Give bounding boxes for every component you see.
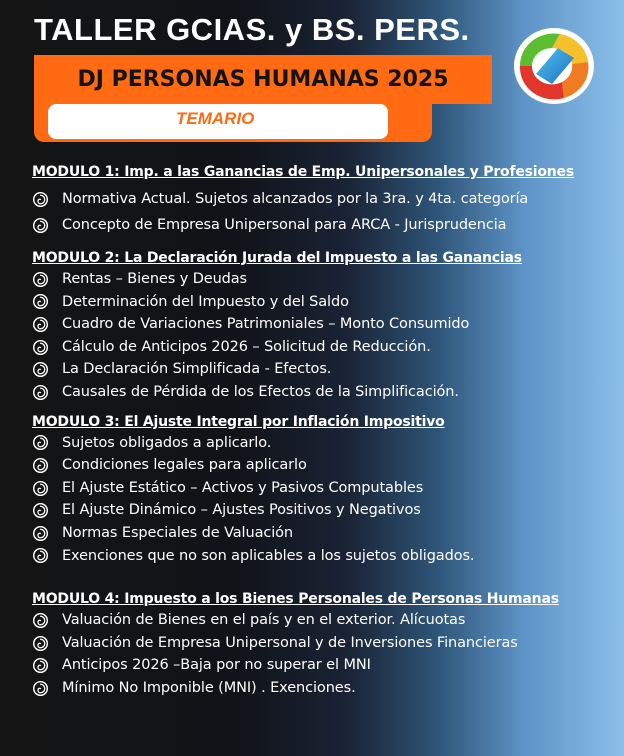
temario-label: TEMARIO — [176, 109, 255, 128]
spiral-bullet-icon — [32, 361, 49, 378]
spiral-bullet-icon — [32, 384, 49, 401]
orange-banner — [34, 55, 492, 104]
module-1 — [32, 162, 612, 238]
module-2-items — [32, 268, 612, 404]
list-item — [32, 499, 612, 522]
module-4 — [32, 589, 612, 699]
list-item-text: Normativa Actual. Sujetos alcanzados por la 3ra. y 4ta. categoría — [62, 191, 529, 207]
spiral-bullet-icon — [32, 217, 49, 234]
module-1-items — [32, 186, 612, 238]
list-item — [32, 477, 612, 500]
list-item — [32, 313, 612, 336]
list-item-text: El Ajuste Dinámico – Ajustes Positivos y Negativos — [62, 502, 421, 519]
list-item — [32, 454, 612, 477]
list-item-text: Exenciones que no son aplicables a los sujetos obligados. — [62, 547, 475, 564]
list-item — [32, 268, 612, 291]
list-item — [32, 381, 612, 404]
module-2-title: MODULO 2: La Declaración Jurada del Impuesto a las Ganancias — [32, 250, 522, 266]
spiral-bullet-icon — [32, 191, 49, 208]
spiral-bullet-icon — [32, 502, 49, 519]
temario-content — [32, 162, 612, 700]
list-item-text: La Declaración Simplificada - Efectos. — [62, 361, 332, 378]
list-item — [32, 632, 612, 655]
list-item — [32, 336, 612, 359]
module-2 — [32, 248, 612, 404]
module-4-items — [32, 609, 612, 699]
list-item-text: El Ajuste Estático – Activos y Pasivos Computables — [62, 479, 424, 496]
module-3-items — [32, 432, 612, 568]
list-item — [32, 654, 612, 677]
spiral-bullet-icon — [32, 316, 49, 333]
module-3 — [32, 412, 612, 568]
module-3-title: MODULO 3: El Ajuste Integral por Inflación Impositivo — [32, 413, 445, 430]
spiral-bullet-icon — [32, 457, 49, 474]
spiral-bullet-icon — [32, 635, 49, 652]
list-item — [32, 677, 612, 700]
list-item — [32, 358, 612, 381]
list-item — [32, 186, 612, 212]
list-item — [32, 432, 612, 455]
list-item-text: Normas Especiales de Valuación — [62, 524, 294, 541]
list-item-text: Mínimo No Imponible (MNI) . Exenciones. — [62, 679, 356, 696]
list-item-text: Sujetos obligados a aplicarlo. — [62, 434, 272, 451]
module-1-title: MODULO 1: Imp. a las Ganancias de Emp. Unipersonales y Profesiones — [32, 164, 574, 180]
list-item-text: Cuadro de Variaciones Patrimoniales – Monto Consumido — [62, 316, 470, 333]
list-item-text: Concepto de Empresa Unipersonal para ARCA - Jurisprudencia — [62, 217, 507, 233]
list-item-text: Cálculo de Anticipos 2026 – Solicitud de Reducción. — [62, 338, 431, 355]
spiral-bullet-icon — [32, 547, 49, 564]
spiral-bullet-icon — [32, 480, 49, 497]
list-item-text: Anticipos 2026 –Baja por no superar el MNI — [62, 657, 371, 674]
list-item-text: Causales de Pérdida de los Efectos de la Simplificación. — [62, 383, 459, 400]
list-item — [32, 609, 612, 632]
list-item — [32, 522, 612, 545]
spiral-bullet-icon — [32, 612, 49, 629]
list-item — [32, 212, 612, 238]
list-item-text: Determinación del Impuesto y del Saldo — [62, 293, 349, 310]
spiral-bullet-icon — [32, 434, 49, 451]
spiral-bullet-icon — [32, 293, 49, 310]
spiral-bullet-icon — [32, 525, 49, 542]
circular-logo-icon — [512, 26, 596, 106]
list-item — [32, 545, 612, 568]
list-item-text: Valuación de Bienes en el país y en el exterior. Alícuotas — [62, 612, 466, 629]
list-item-text: Valuación de Empresa Unipersonal y de Inversiones Financieras — [62, 634, 518, 651]
list-item-text: Condiciones legales para aplicarlo — [62, 457, 307, 474]
spiral-bullet-icon — [32, 657, 49, 674]
list-item-text: Rentas – Bienes y Deudas — [62, 271, 248, 287]
list-item — [32, 291, 612, 314]
spiral-bullet-icon — [32, 339, 49, 356]
main-title: TALLER GCIAS. y BS. PERS. — [34, 12, 470, 47]
banner-title: DJ PERSONAS HUMANAS 2025 — [77, 67, 449, 92]
module-4-title: MODULO 4: Impuesto a los Bienes Personales de Personas Humanas — [32, 591, 559, 608]
spiral-bullet-icon — [32, 680, 49, 697]
spiral-bullet-icon — [32, 271, 49, 288]
